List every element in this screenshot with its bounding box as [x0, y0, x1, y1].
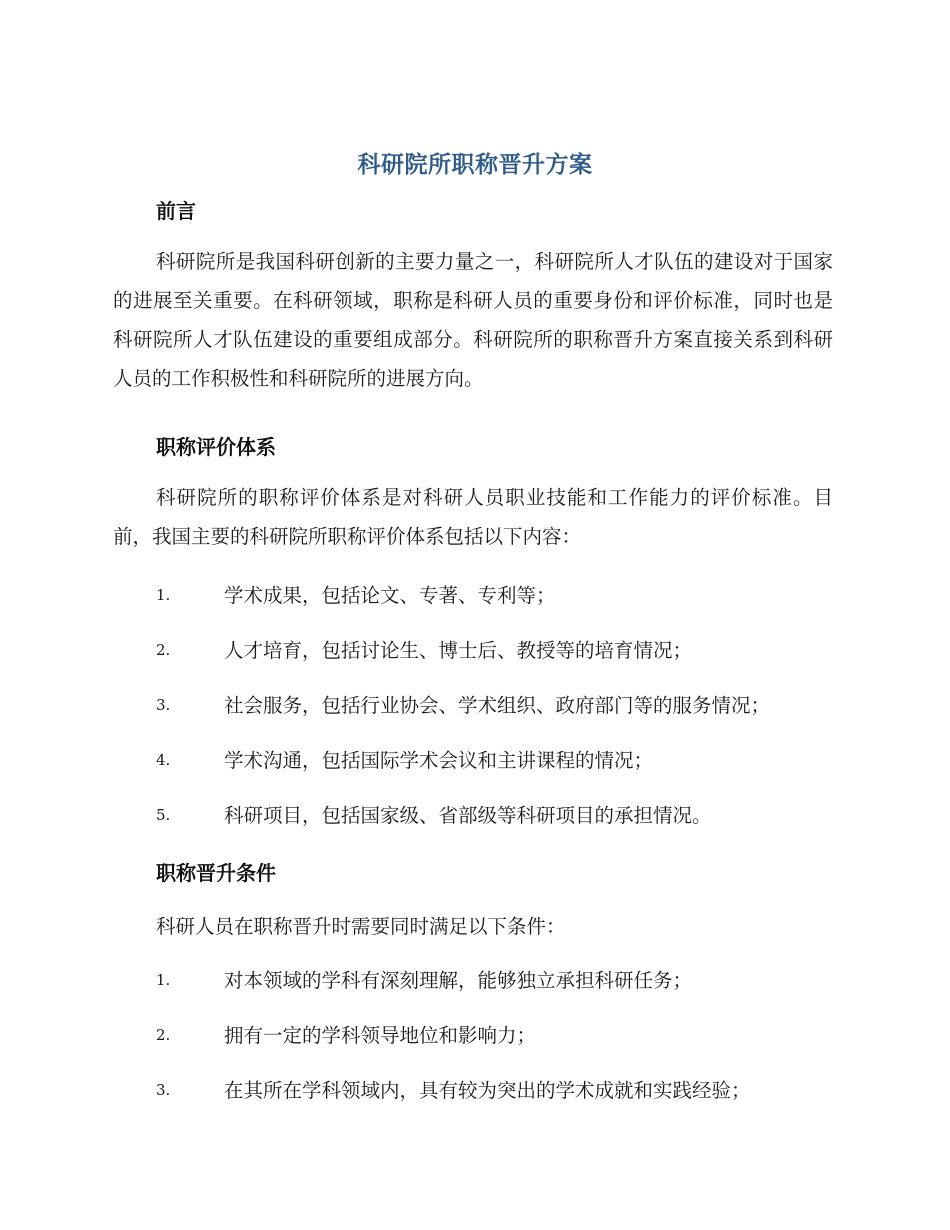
list-item-text: 在其所在学科领域内，具有较为突出的学术成就和实践经验； [224, 1079, 751, 1102]
list-item-text: 人才培育，包括讨论生、博士后、教授等的培育情况； [224, 639, 693, 662]
list-item-number: 1. [156, 586, 171, 604]
list-item-text: 学术成果，包括论文、专著、专利等； [224, 584, 556, 607]
list-item [156, 1075, 856, 1105]
list-item-number: 5. [156, 806, 171, 824]
list-item-number: 2. [156, 1026, 171, 1044]
list-item [156, 580, 856, 610]
list-item-number: 1. [156, 971, 171, 989]
list-item [156, 745, 856, 775]
section-heading-evaluation-system: 职称评价体系 [156, 435, 276, 459]
list-item [156, 635, 856, 665]
list-item [156, 965, 856, 995]
list-item-number: 4. [156, 751, 171, 769]
section-paragraph-evaluation-system: 科研院所的职称评价体系是对科研人员职业技能和工作能力的评价标准。目前，我国主要的科研院所职称评价体系包括以下内容： [113, 486, 833, 548]
section-heading-preface: 前言 [156, 199, 196, 223]
list-item-number: 2. [156, 641, 171, 659]
list-item-text: 学术沟通，包括国际学术会议和主讲课程的情况； [224, 749, 654, 772]
list-item-number: 3. [156, 696, 171, 714]
section-paragraph-preface: 科研院所是我国科研创新的主要力量之一，科研院所人才队伍的建设对于国家的进展至关重要。在科研领域，职称是科研人员的重要身份和评价标准，同时也是科研院所人才队伍建设的重要组成部分。科研院所的职称晋升方案直接关系到科研人员的工作积极性和科研院所的进展方向。 [113, 250, 833, 390]
list-item [156, 800, 856, 830]
section-heading-promotion-conditions: 职称晋升条件 [156, 861, 276, 885]
list-item [156, 690, 856, 720]
list-item-text: 拥有一定的学科领导地位和影响力； [224, 1024, 537, 1047]
list-item-text: 社会服务，包括行业协会、学术组织、政府部门等的服务情况； [224, 694, 771, 717]
section-intro-promotion-conditions: 科研人员在职称晋升时需要同时满足以下条件： [156, 915, 566, 938]
document-title: 科研院所职称晋升方案 [357, 152, 593, 178]
list-item-number: 3. [156, 1081, 171, 1099]
list-item-text: 科研项目，包括国家级、省部级等科研项目的承担情况。 [224, 804, 712, 827]
list-item-text: 对本领域的学科有深刻理解，能够独立承担科研任务； [224, 969, 693, 992]
list-item [156, 1020, 856, 1050]
